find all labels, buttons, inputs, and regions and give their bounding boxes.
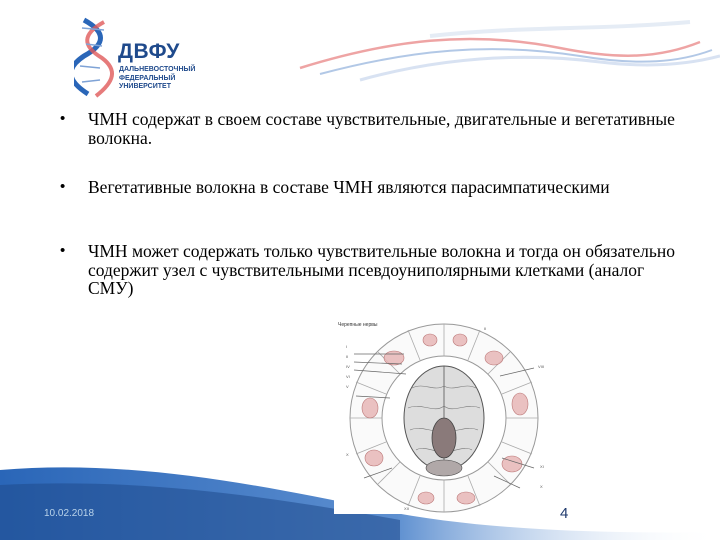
- dna-helix-icon: [74, 16, 116, 100]
- svg-text:VI: VI: [346, 374, 350, 379]
- cranial-nerves-illustration: [334, 318, 556, 514]
- slide-date: 10.02.2018: [44, 508, 95, 519]
- svg-text:VIII: VIII: [538, 364, 545, 369]
- logo-name: ДВФУ: [118, 40, 180, 63]
- svg-text:I: I: [346, 344, 348, 349]
- logo-subtitle-line: УНИВЕРСИТЕТ: [119, 83, 171, 90]
- logo-subtitle-line: ФЕДЕРАЛЬНЫЙ: [119, 74, 176, 82]
- svg-text:V: V: [346, 384, 349, 389]
- logo-subtitle-line: ДАЛЬНЕВОСТОЧНЫЙ: [119, 66, 196, 73]
- bullet-text: Вегетативные волокна в составе ЧМН являются парасимпатическими: [88, 177, 610, 197]
- logo-subtitle: [119, 66, 195, 92]
- svg-text:II: II: [484, 326, 487, 331]
- bullet-marker: •: [60, 242, 66, 259]
- svg-text:IV: IV: [346, 364, 350, 369]
- svg-text:XI: XI: [540, 464, 544, 469]
- svg-text:II: II: [346, 354, 349, 359]
- bullet-marker: •: [60, 178, 66, 195]
- svg-text:X: X: [540, 484, 543, 489]
- figure-title: Черепные нервы: [338, 322, 378, 328]
- bullet-text: ЧМН содержат в своем составе чувствительные, двигательные и вегетативные волокна.: [88, 109, 675, 148]
- page-number: 4: [560, 505, 569, 522]
- cranial-nerves-diagram: [334, 318, 556, 514]
- bullet-marker: •: [60, 110, 66, 127]
- bullet-text: ЧМН может содержать только чувствительные волокна и тогда он обязательно содержит узел с чувствительными псевдоуниполярными клетками (аналог СМУ): [88, 241, 676, 298]
- dvfu-logo: [74, 16, 194, 100]
- svg-text:X: X: [346, 452, 349, 457]
- svg-text:XII: XII: [404, 506, 409, 511]
